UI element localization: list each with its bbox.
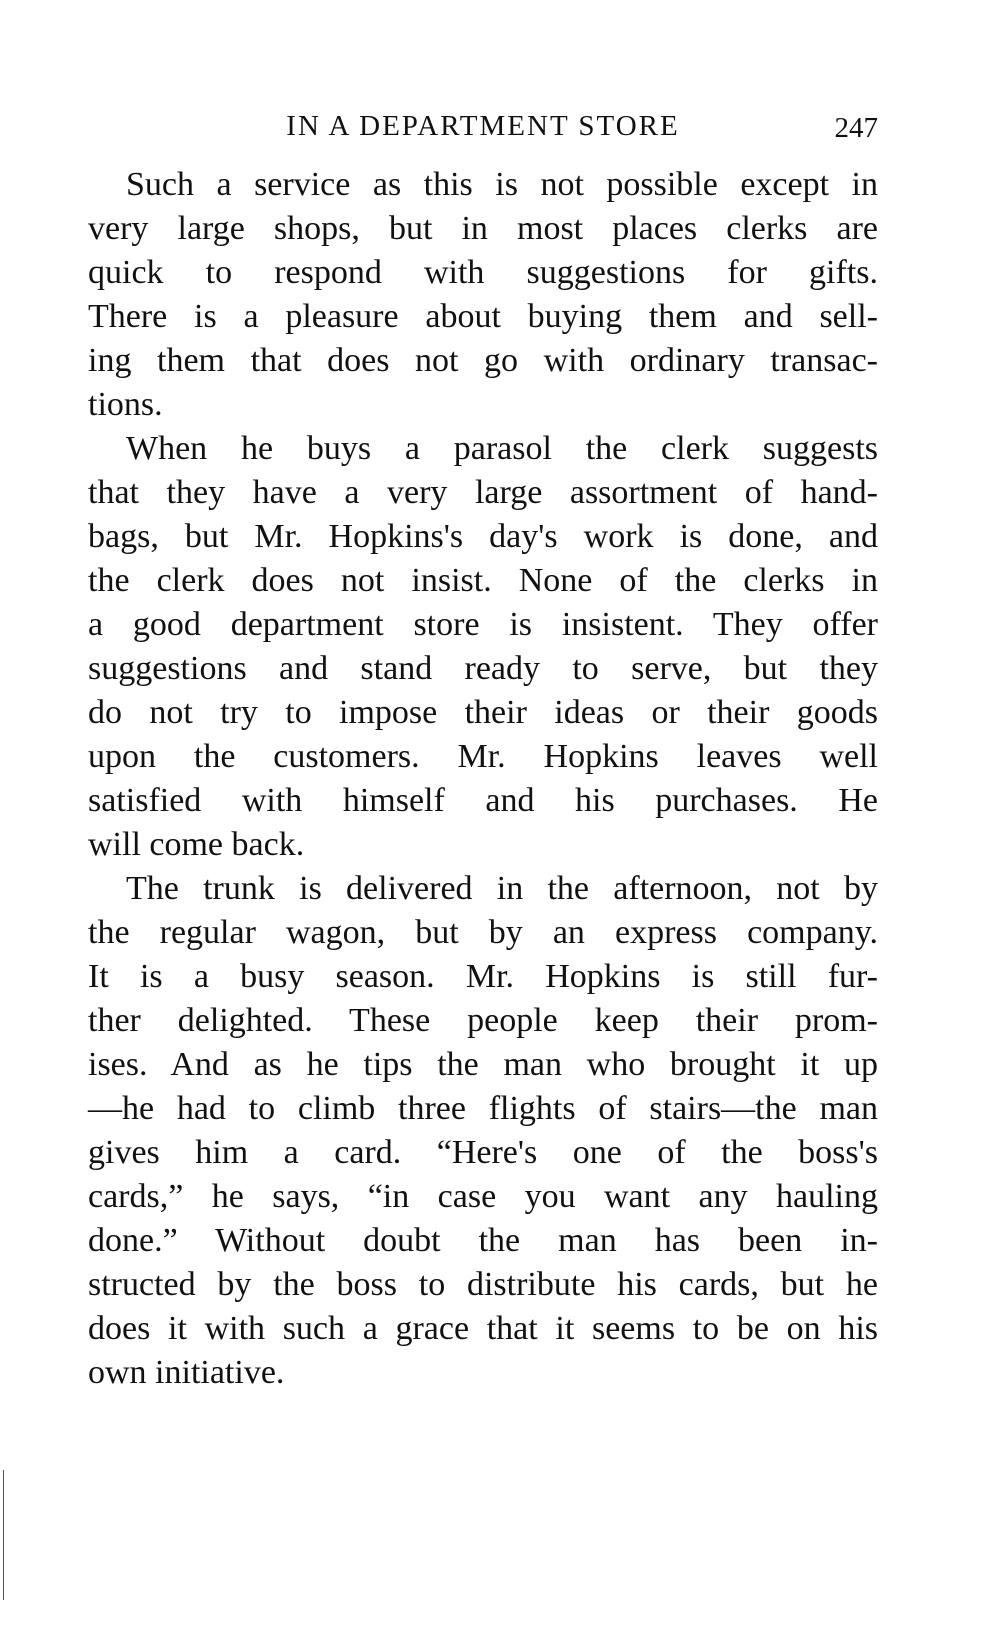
text-line: do not try to impose their ideas or their goods [88, 694, 878, 731]
text-line: bags, but Mr. Hopkins's day's work is done, and [88, 518, 878, 555]
scan-edge-mark [3, 1470, 4, 1600]
text-line: quick to respond with suggestions for gifts. [88, 254, 878, 291]
text-line: the clerk does not insist. None of the clerks in [88, 562, 878, 599]
text-line: that they have a very large assortment of hand- [88, 474, 878, 511]
text-line: ther delighted. These people keep their prom- [88, 1002, 878, 1039]
text-line: tions. [88, 386, 163, 423]
text-line: There is a pleasure about buying them and sell- [88, 298, 878, 335]
text-line: the regular wagon, but by an express company. [88, 914, 878, 951]
text-line: ises. And as he tips the man who brought it up [88, 1046, 878, 1083]
body-text [88, 163, 878, 1395]
running-title: IN A DEPARTMENT STORE [286, 110, 680, 142]
text-line: does it with such a grace that it seems to be on his [88, 1310, 878, 1347]
text-line: Such a service as this is not possible except in [126, 166, 878, 203]
text-line: The trunk is delivered in the afternoon, not by [126, 870, 878, 907]
paragraph [88, 867, 878, 1395]
paragraph [88, 427, 878, 867]
text-line: will come back. [88, 826, 305, 863]
text-line: —he had to climb three flights of stairs—the man [88, 1090, 878, 1127]
text-line: satisfied with himself and his purchases. He [88, 782, 878, 819]
text-line: own initiative. [88, 1354, 285, 1391]
text-line: gives him a card. “Here's one of the boss's [88, 1134, 878, 1171]
paragraph [88, 163, 878, 427]
text-line: done.” Without doubt the man has been in- [88, 1222, 878, 1259]
text-line: It is a busy season. Mr. Hopkins is still fur- [88, 958, 878, 995]
text-line: cards,” he says, “in case you want any hauling [88, 1178, 878, 1215]
text-line: suggestions and stand ready to serve, but they [88, 650, 878, 687]
text-line: upon the customers. Mr. Hopkins leaves well [88, 738, 878, 775]
text-line: ing them that does not go with ordinary transac- [88, 342, 878, 379]
text-line: a good department store is insistent. They offer [88, 606, 878, 643]
text-line: structed by the boss to distribute his cards, but he [88, 1266, 878, 1303]
text-line: very large shops, but in most places clerks are [88, 210, 878, 247]
running-head [88, 108, 878, 144]
page-number: 247 [834, 112, 878, 144]
text-line: When he buys a parasol the clerk suggests [126, 430, 878, 467]
